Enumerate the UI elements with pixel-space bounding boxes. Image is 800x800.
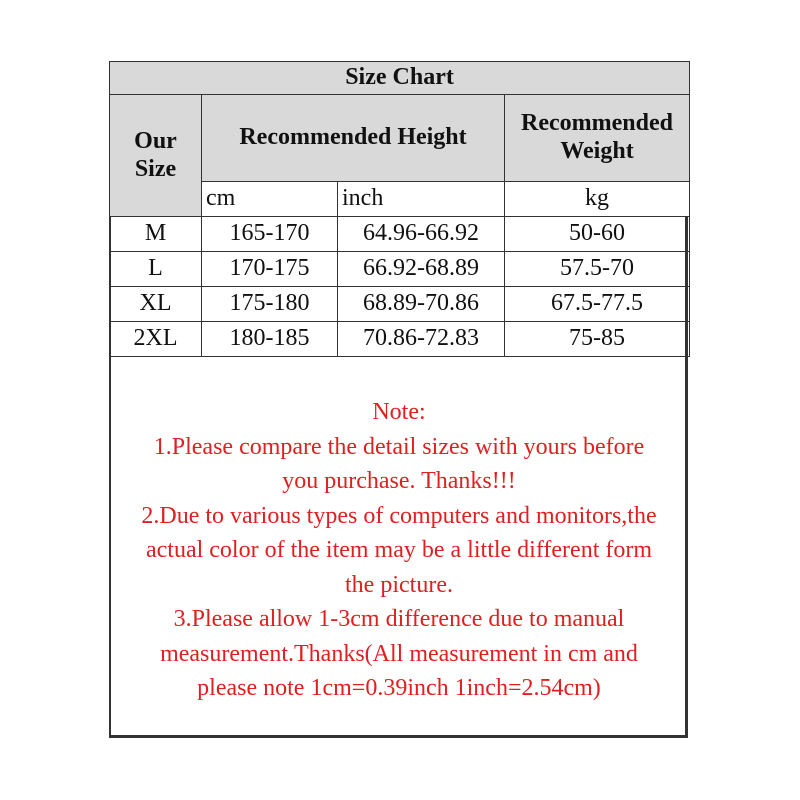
note-line: please note 1cm=0.39inch 1inch=2.54cm) [197, 675, 601, 701]
cell-size: L [110, 252, 202, 287]
cell-cm: 175-180 [202, 287, 338, 322]
cell-inch: 66.92-68.89 [338, 252, 505, 287]
unit-inch: inch [338, 182, 505, 217]
note-line: 1.Please compare the detail sizes with yours before [153, 433, 645, 460]
note-line: actual color of the item may be a little different form [145, 537, 653, 563]
header-weight-line2: Weight [560, 138, 634, 164]
header-recommended-weight [505, 95, 690, 182]
note-line: 3.Please allow 1-3cm difference due to manual [173, 606, 625, 632]
table-row [110, 287, 690, 322]
cell-size: M [110, 217, 202, 252]
cell-inch: 68.89-70.86 [338, 287, 505, 322]
header-our-size-line2: Size [134, 155, 177, 182]
header-our-size [110, 95, 202, 217]
unit-cm: cm [202, 182, 338, 217]
chart-title: Size Chart [110, 62, 690, 95]
note-line: you purchase. Thanks!!! [282, 468, 516, 494]
unit-kg: kg [505, 182, 690, 217]
cell-size: XL [110, 287, 202, 322]
notes-block [111, 395, 687, 706]
cell-inch: 64.96-66.92 [338, 217, 505, 252]
cell-kg: 57.5-70 [505, 252, 690, 287]
note-heading: Note: [372, 399, 426, 425]
table-row [110, 322, 690, 357]
cell-kg: 75-85 [505, 322, 690, 357]
cell-cm: 180-185 [202, 322, 338, 357]
size-chart-table [109, 61, 690, 357]
header-our-size-line1: Our [134, 127, 177, 154]
note-line: the picture. [345, 571, 453, 598]
cell-kg: 50-60 [505, 217, 690, 252]
note-line: 2.Due to various types of computers and monitors,the [141, 502, 657, 529]
cell-size: 2XL [110, 322, 202, 357]
note-line: measurement.Thanks(All measurement in cm and [160, 640, 638, 667]
cell-kg: 67.5-77.5 [505, 287, 690, 322]
header-weight-line1: Recommended [521, 110, 673, 137]
cell-cm: 165-170 [202, 217, 338, 252]
table-row [110, 217, 690, 252]
table-row [110, 252, 690, 287]
cell-cm: 170-175 [202, 252, 338, 287]
cell-inch: 70.86-72.83 [338, 322, 505, 357]
header-recommended-height: Recommended Height [202, 95, 505, 182]
